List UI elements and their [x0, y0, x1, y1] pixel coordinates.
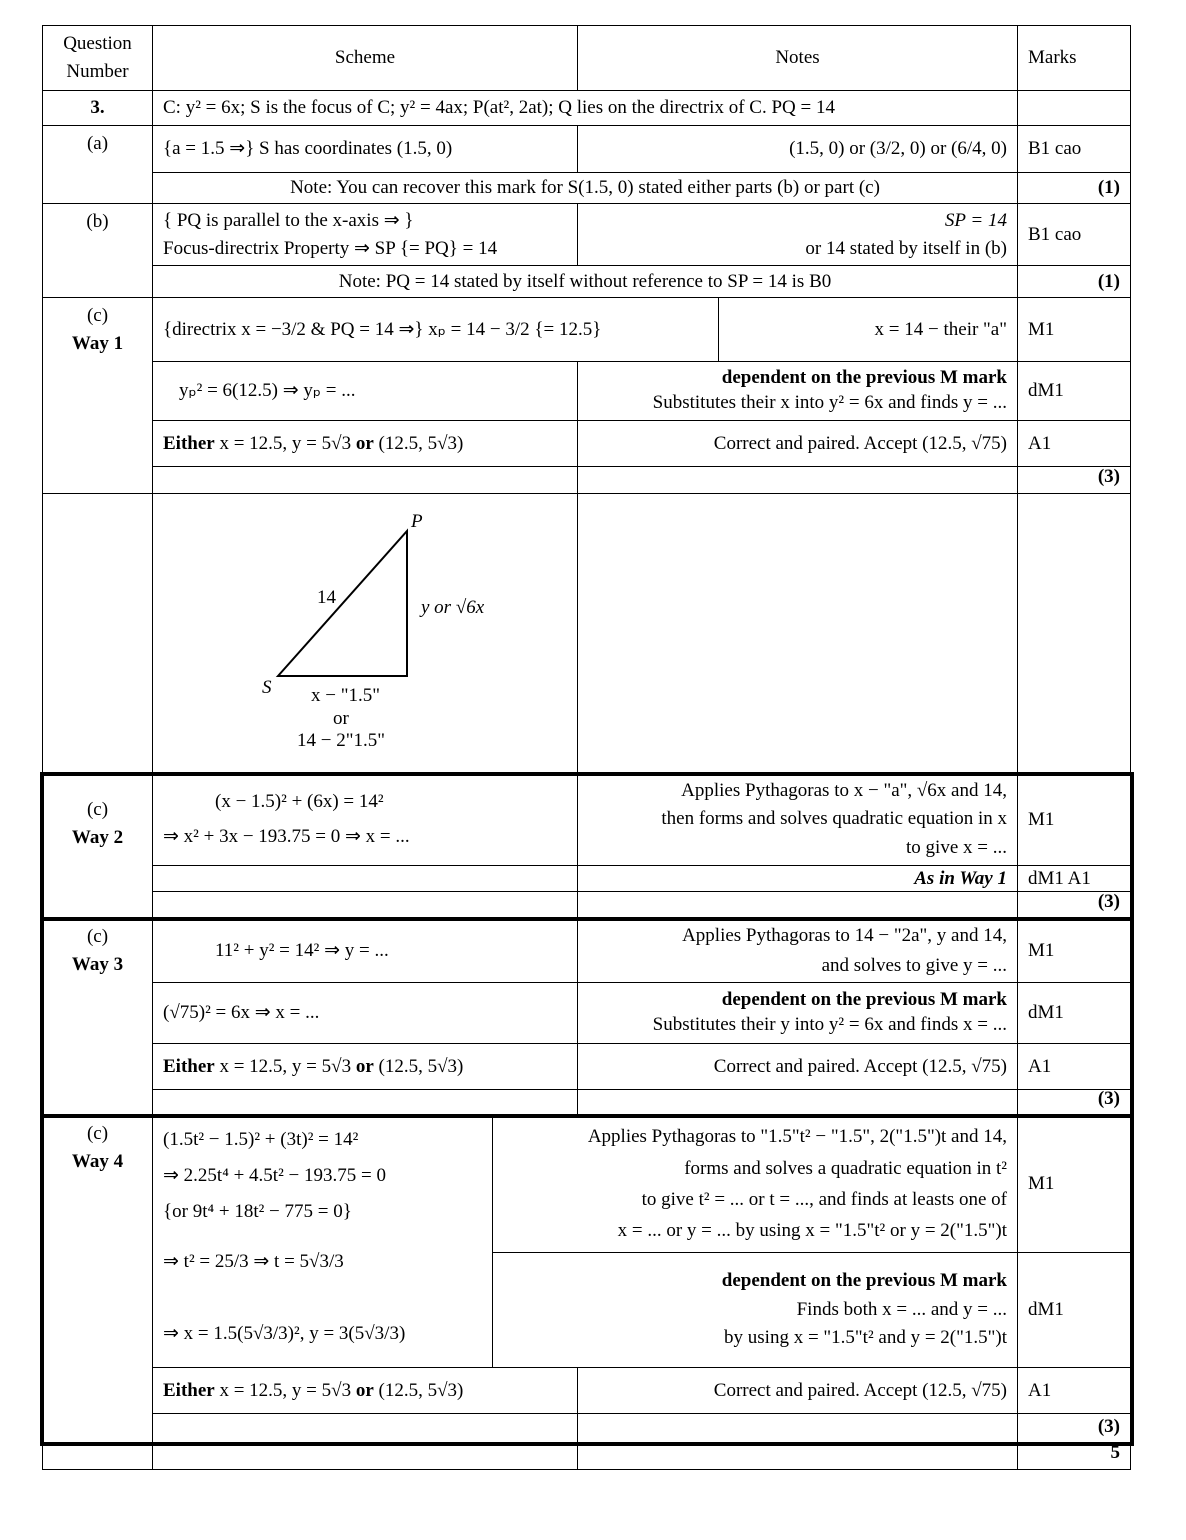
- way1-scheme-3: [152, 420, 578, 467]
- way3-notes-1: [577, 918, 1018, 983]
- part-b-scheme: [152, 203, 578, 266]
- part-label: (c): [86, 305, 109, 326]
- empty-cell: [577, 1089, 1018, 1116]
- scheme-line: ⇒ t² = 25/3 ⇒ t = 5√3/3: [163, 1251, 344, 1273]
- header-notes: Notes: [577, 25, 1018, 91]
- way2-marks-2: dM1 A1: [1017, 865, 1131, 892]
- notes-line: forms and solves a quadratic equation in t²: [684, 1157, 1007, 1179]
- answer: x = 12.5, y = 5√3: [214, 1380, 356, 1401]
- empty-cell: [577, 1443, 1018, 1470]
- header-marks: Marks: [1017, 25, 1131, 91]
- scheme-line: (x − 1.5)² + (6x) = 14²: [215, 791, 384, 813]
- empty-cell: [1017, 493, 1131, 774]
- way1-marks-2: dM1: [1017, 361, 1131, 421]
- way3-scheme-2: (√75)² = 6x ⇒ x = ...: [152, 982, 578, 1044]
- either-word: Either: [163, 1056, 215, 1077]
- way4-label: [42, 1115, 153, 1444]
- part-b-notes: [577, 203, 1018, 266]
- way4-marks-3: A1: [1017, 1367, 1131, 1414]
- way1-label: [42, 297, 153, 494]
- empty-cell: [577, 1413, 1018, 1444]
- empty-cell: [152, 1443, 578, 1470]
- way1-marks-3: A1: [1017, 420, 1131, 467]
- way4-marks-1: M1: [1017, 1115, 1131, 1253]
- scheme-line: (1.5t² − 1.5)² + (3t)² = 14²: [163, 1129, 359, 1150]
- scheme-line: ⇒ x = 1.5(5√3/3)², y = 3(5√3/3): [163, 1323, 406, 1345]
- way2-notes: [577, 773, 1018, 866]
- notes-bold: dependent on the previous M mark: [721, 367, 1007, 389]
- label-hypotenuse: 14: [317, 587, 336, 608]
- notes-line: then forms and solves quadratic equation in x: [661, 808, 1007, 830]
- way4-notes-3: Correct and paired. Accept (12.5, √75): [577, 1367, 1018, 1414]
- way1-scheme-1: {directrix x = −3/2 & PQ = 14 ⇒} xₚ = 14 − 3/2 {= 12.5}: [152, 297, 719, 362]
- answer: x = 12.5, y = 5√3: [214, 433, 356, 454]
- label-P: P: [411, 511, 423, 532]
- empty-cell: [577, 466, 1018, 494]
- label-base: x − "1.5": [311, 685, 380, 706]
- part-label: (c): [86, 1123, 109, 1144]
- way1-scheme-2: yₚ² = 6(12.5) ⇒ yₚ = ...: [152, 361, 578, 421]
- empty-cell: [42, 1443, 153, 1470]
- answer-pair: (12.5, 5√3): [373, 1380, 464, 1401]
- either-word: Either: [163, 1380, 215, 1401]
- empty-cell: [42, 493, 153, 774]
- empty-cell: [152, 891, 578, 919]
- way2-label: [42, 773, 153, 919]
- either-word: Either: [163, 433, 215, 454]
- marks-cell: [1017, 90, 1131, 126]
- notes-line: or 14 stated by itself in (b): [805, 237, 1007, 259]
- question-total: 5: [1017, 1443, 1131, 1470]
- notes-line: Substitutes their y into y² = 6x and finds x = ...: [652, 1014, 1007, 1035]
- answer-pair: (12.5, 5√3): [373, 433, 464, 454]
- label-vertical: y or √6x: [421, 597, 485, 618]
- empty-cell: [152, 466, 578, 494]
- notes-line: by using x = "1.5"t² and y = 2("1.5")t: [724, 1327, 1007, 1349]
- way3-marks-2: dM1: [1017, 982, 1131, 1044]
- way3-scheme-1: 11² + y² = 14² ⇒ y = ...: [152, 918, 578, 983]
- notes-bold: dependent on the previous M mark: [721, 1270, 1007, 1292]
- diagram-cell: [152, 493, 578, 774]
- question-stem: C: y² = 6x; S is the focus of C; y² = 4ax; P(at², 2at); Q lies on the directrix of C. PQ = 14: [152, 90, 1018, 126]
- part-a-note: Note: You can recover this mark for S(1.5, 0) stated either parts (b) or part (c): [152, 172, 1018, 204]
- way1-notes-1: x = 14 − their "a": [718, 297, 1018, 362]
- empty-cell: [152, 1413, 578, 1444]
- way3-total: (3): [1017, 1089, 1131, 1116]
- part-a-marks: B1 cao: [1017, 125, 1131, 173]
- way-label: Way 3: [71, 953, 124, 975]
- part-label: (c): [86, 926, 109, 947]
- way4-marks-2: dM1: [1017, 1252, 1131, 1368]
- part-b-label: (b): [42, 203, 153, 298]
- or-word: or: [355, 1380, 374, 1401]
- scheme-line: ⇒ x² + 3x − 193.75 = 0 ⇒ x = ...: [163, 825, 410, 847]
- answer: x = 12.5, y = 5√3: [214, 1056, 356, 1077]
- notes-line: Applies Pythagoras to 14 − "2a", y and 14,: [682, 925, 1007, 947]
- notes-line: Finds both x = ... and y = ...: [796, 1298, 1007, 1320]
- part-b-note: Note: PQ = 14 stated by itself without reference to SP = 14 is B0: [152, 265, 1018, 298]
- notes-line: Applies Pythagoras to x − "a", √6x and 14,: [681, 779, 1007, 801]
- way-label: Way 1: [71, 332, 124, 354]
- triangle-shape: [278, 531, 407, 676]
- notes-line: to give t² = ... or t = ..., and finds at leasts one of: [641, 1189, 1007, 1210]
- way1-notes-3: Correct and paired. Accept (12.5, √75): [577, 420, 1018, 467]
- scheme-line: { PQ is parallel to the x-axis ⇒ }: [163, 209, 414, 231]
- notes-bold: dependent on the previous M mark: [721, 989, 1007, 1011]
- or-word: or: [355, 433, 374, 454]
- scheme-line: Focus-directrix Property ⇒ SP {= PQ} = 14: [163, 237, 498, 259]
- label-base-alt: 14 − 2"1.5": [297, 730, 385, 751]
- question-number: 3.: [42, 90, 153, 126]
- label-base-or: or: [333, 708, 349, 729]
- notes-line: to give x = ...: [906, 836, 1007, 858]
- answer-pair: (12.5, 5√3): [373, 1056, 464, 1077]
- way1-marks-1: M1: [1017, 297, 1131, 362]
- way3-notes-3: Correct and paired. Accept (12.5, √75): [577, 1043, 1018, 1090]
- way-label: Way 2: [71, 826, 124, 848]
- scheme-line: ⇒ 2.25t⁴ + 4.5t² − 193.75 = 0: [163, 1165, 386, 1187]
- empty-cell: [577, 493, 1018, 774]
- way-label: Way 4: [71, 1150, 124, 1172]
- way4-total: (3): [1017, 1413, 1131, 1444]
- way3-marks-1: M1: [1017, 918, 1131, 983]
- way3-label: [42, 918, 153, 1116]
- part-a-scheme: {a = 1.5 ⇒} S has coordinates (1.5, 0): [152, 125, 578, 173]
- notes-line: x = ... or y = ... by using x = "1.5"t² or y = 2("1.5")t: [617, 1220, 1007, 1242]
- way2-notes-2: As in Way 1: [577, 865, 1018, 892]
- notes-line: Substitutes their x into y² = 6x and finds y = ...: [652, 392, 1007, 413]
- notes-line: SP = 14: [944, 209, 1007, 231]
- way4-notes-1: [492, 1115, 1018, 1253]
- part-b-total: (1): [1017, 265, 1131, 298]
- part-a-label: (a): [42, 125, 153, 204]
- way1-notes-2: [577, 361, 1018, 421]
- header-question-number: Question Number: [42, 25, 153, 91]
- way4-scheme: [152, 1115, 493, 1368]
- way4-notes-2: [492, 1252, 1018, 1368]
- way1-total: (3): [1017, 466, 1131, 494]
- empty-cell: [152, 865, 578, 892]
- part-b-marks: B1 cao: [1017, 203, 1131, 266]
- way2-scheme: [152, 773, 578, 866]
- or-word: or: [355, 1056, 374, 1077]
- label-S: S: [262, 677, 272, 698]
- empty-cell: [577, 891, 1018, 919]
- part-a-notes: (1.5, 0) or (3/2, 0) or (6/4, 0): [577, 125, 1018, 173]
- way3-scheme-3: [152, 1043, 578, 1090]
- way3-marks-3: A1: [1017, 1043, 1131, 1090]
- header-scheme: Scheme: [152, 25, 578, 91]
- way4-scheme-3: [152, 1367, 578, 1414]
- way2-total: (3): [1017, 891, 1131, 919]
- way2-marks: M1: [1017, 773, 1131, 866]
- empty-cell: [152, 1089, 578, 1116]
- scheme-line: {or 9t⁴ + 18t² − 775 = 0}: [163, 1201, 352, 1223]
- notes-line: and solves to give y = ...: [821, 954, 1007, 976]
- part-label: (c): [86, 799, 109, 820]
- part-a-total: (1): [1017, 172, 1131, 204]
- way3-notes-2: [577, 982, 1018, 1044]
- notes-line: Applies Pythagoras to "1.5"t² − "1.5", 2("1.5")t and 14,: [587, 1126, 1007, 1148]
